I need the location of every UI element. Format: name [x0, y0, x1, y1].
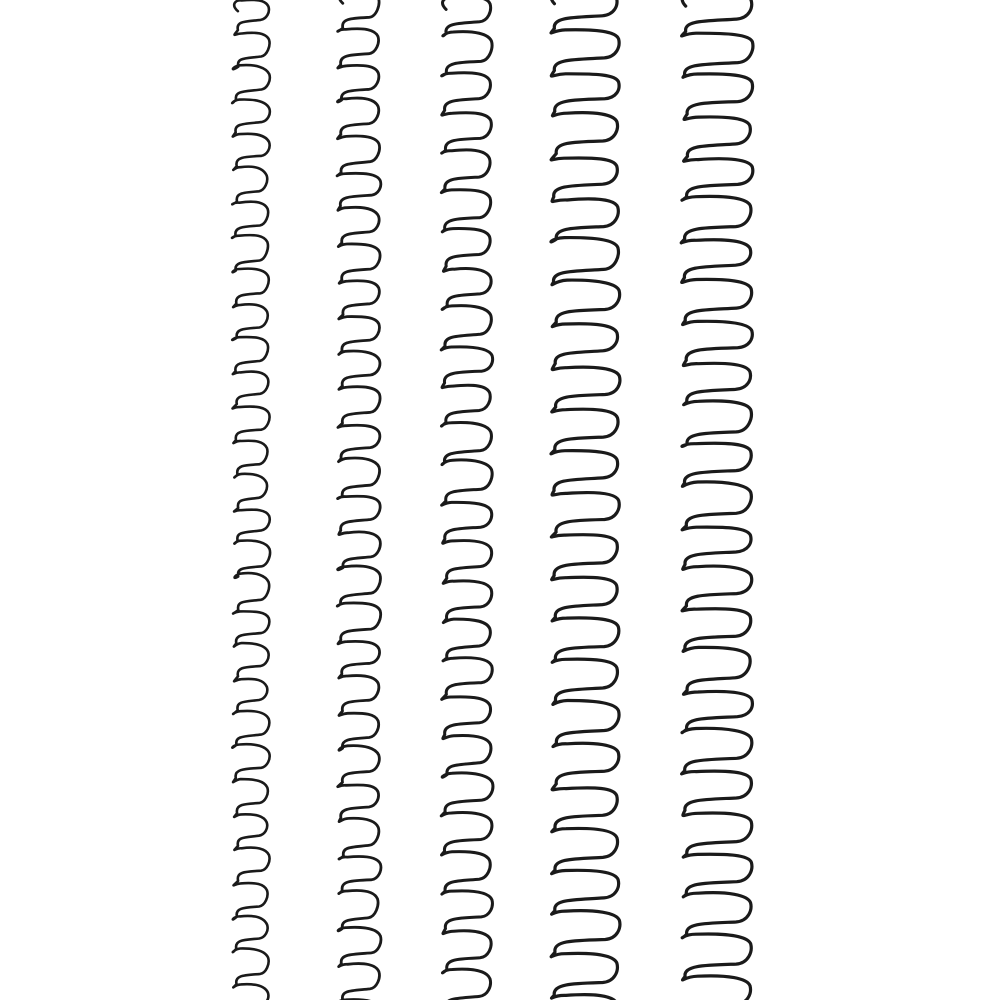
- wire-spine-3: [422, 0, 510, 1000]
- wire-spine-2: [318, 0, 398, 1000]
- wire-spine-5: [662, 0, 770, 1000]
- wire-spine-5-path: [681, 0, 753, 1000]
- wire-spine-2-path: [337, 0, 381, 1000]
- wire-spine-1: [213, 0, 287, 1000]
- wire-spine-3-path: [441, 0, 493, 1000]
- wire-spine-1-path: [232, 0, 270, 1000]
- wire-spine-4-path: [551, 0, 620, 1000]
- wire-spine-4: [531, 0, 637, 1000]
